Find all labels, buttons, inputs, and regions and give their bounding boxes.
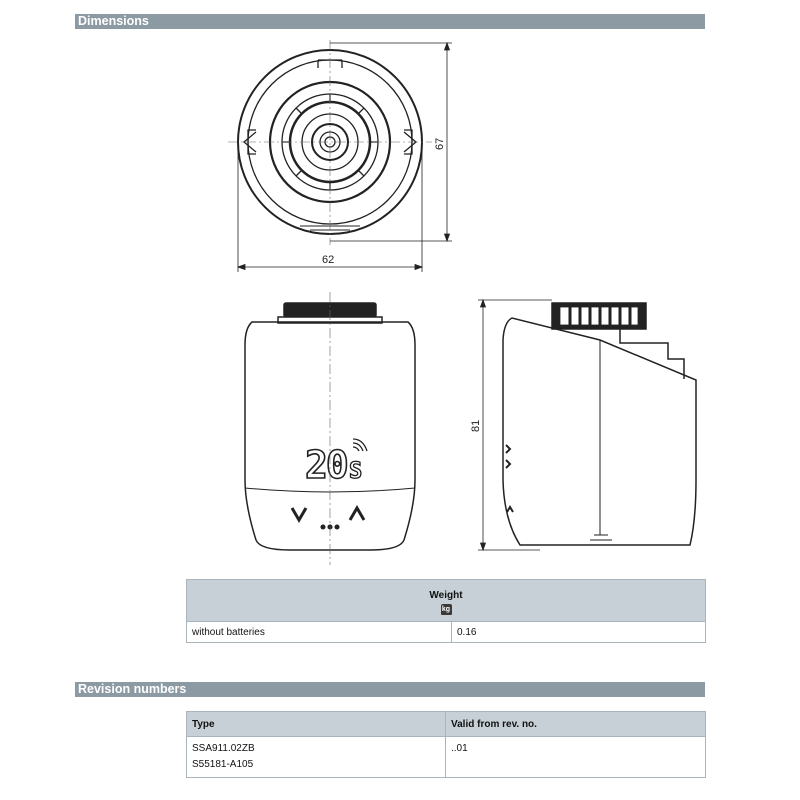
type-cell xyxy=(187,737,446,778)
weight-table xyxy=(186,579,706,643)
top-view xyxy=(228,40,432,245)
dimension-label-81: 81 xyxy=(470,419,482,432)
type-code-2: S55181-A105 xyxy=(192,759,254,770)
kg-icon: kg xyxy=(441,605,451,613)
weight-header-label: Weight xyxy=(429,589,463,601)
table-row xyxy=(187,622,706,643)
column-header-valid-from: Valid from rev. no. xyxy=(446,712,706,737)
weight-value: 0.16 xyxy=(452,622,706,643)
type-code-1: SSA911.02ZB xyxy=(192,743,255,754)
section-header-dimensions: Dimensions xyxy=(75,14,705,29)
dimension-label-62: 62 xyxy=(322,254,335,266)
display-unit: S xyxy=(349,459,363,484)
revision-cell: ..01 xyxy=(446,737,706,778)
weight-header xyxy=(187,580,706,622)
front-view xyxy=(245,292,415,565)
dimension-81 xyxy=(478,300,552,550)
display-temperature: 20 xyxy=(305,443,347,487)
table-row xyxy=(187,737,706,778)
revision-table xyxy=(186,711,706,778)
dimension-label-67: 67 xyxy=(434,137,446,150)
weight-condition: without batteries xyxy=(187,622,452,643)
section-header-revision-numbers: Revision numbers xyxy=(75,682,705,697)
side-view xyxy=(503,303,696,545)
column-header-type: Type xyxy=(187,712,446,737)
